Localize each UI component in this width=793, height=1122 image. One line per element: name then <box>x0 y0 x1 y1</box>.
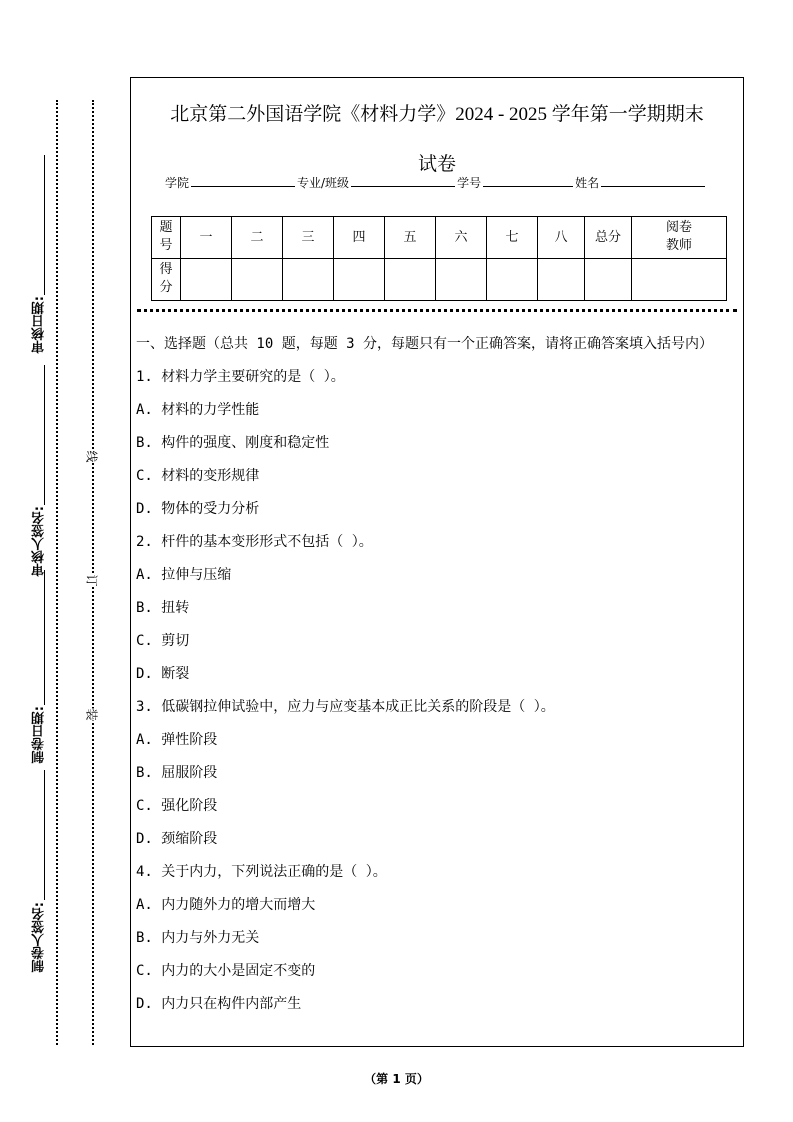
q1-option-c: C. 材料的变形规律 <box>136 468 260 484</box>
header-cell-4: 四 <box>334 217 385 259</box>
q4-option-c: C. 内力的大小是固定不变的 <box>136 963 316 979</box>
header-cell-7: 七 <box>487 217 538 259</box>
q2-option-b: B. 扭转 <box>136 600 190 616</box>
make-date-label: 制卷日期: <box>32 706 47 764</box>
review-date-label: 审核日期: <box>32 296 47 354</box>
score-cell-2[interactable] <box>232 259 283 301</box>
maker-label: 制卷人签名: <box>32 902 47 973</box>
binding-dotted-line-inner <box>92 100 94 1045</box>
question-1: 1. 材料力学主要研究的是（ ）。 <box>136 369 345 385</box>
score-row-label: 得分 <box>152 259 181 301</box>
binding-mark-zhuang: 装 <box>84 708 99 721</box>
score-cell-5[interactable] <box>385 259 436 301</box>
q4-option-d: D. 内力只在构件内部产生 <box>136 996 302 1012</box>
question-4: 4. 关于内力，下列说法正确的是（ ）。 <box>136 864 387 880</box>
question-2: 2. 杆件的基本变形形式不包括（ ）。 <box>136 534 373 550</box>
score-cell-6[interactable] <box>436 259 487 301</box>
maker-blank[interactable] <box>44 770 45 900</box>
q1-option-a: A. 材料的力学性能 <box>136 402 260 418</box>
header-cell-1: 一 <box>181 217 232 259</box>
title-line-2: 试卷 <box>417 154 456 175</box>
q1-option-b: B. 构件的强度、刚度和稳定性 <box>136 435 330 451</box>
q2-option-a: A. 拉伸与压缩 <box>136 567 232 583</box>
q3-option-b: B. 屈服阶段 <box>136 765 218 781</box>
binding-mark-xian: 线 <box>84 450 99 463</box>
header-cell-6: 六 <box>436 217 487 259</box>
exam-frame <box>130 77 744 1047</box>
review-date-blank[interactable] <box>44 155 45 295</box>
header-cell-2: 二 <box>232 217 283 259</box>
exam-content <box>136 333 740 1026</box>
make-date-blank[interactable] <box>44 570 45 705</box>
id-blank[interactable] <box>483 175 573 187</box>
major-blank[interactable] <box>351 175 455 187</box>
school-blank[interactable] <box>191 175 295 187</box>
score-cell-7[interactable] <box>487 259 538 301</box>
header-cell-5: 五 <box>385 217 436 259</box>
q3-option-c: C. 强化阶段 <box>136 798 218 814</box>
q2-option-d: D. 断裂 <box>136 666 190 682</box>
header-cell-grader: 阅卷教师 <box>632 217 727 259</box>
major-label: 专业/班级 <box>297 176 350 190</box>
binding-dotted-line-outer <box>56 100 58 1045</box>
id-label: 学号 <box>457 176 482 190</box>
page-footer: （第 1 页） <box>364 1072 429 1086</box>
dotted-separator <box>137 309 737 312</box>
reviewer-blank[interactable] <box>44 365 45 505</box>
header-cell-8: 八 <box>538 217 585 259</box>
header-cell-total: 总分 <box>585 217 632 259</box>
header-cell-label: 题号 <box>152 217 181 259</box>
student-info-row <box>165 174 707 191</box>
name-blank[interactable] <box>601 175 705 187</box>
binding-mark-ding: 订 <box>84 574 99 587</box>
section-1-heading: 一、选择题（总共 10 题，每题 3 分，每题只有一个正确答案，请将正确答案填入括号内） <box>136 336 713 352</box>
title-line-1: 北京第二外国语学院《材料力学》2024 - 2025 学年第一学期期末 <box>170 104 704 125</box>
score-cell-3[interactable] <box>283 259 334 301</box>
q4-option-b: B. 内力与外力无关 <box>136 930 260 946</box>
score-header-row <box>152 217 727 259</box>
school-label: 学院 <box>165 176 190 190</box>
q1-option-d: D. 物体的受力分析 <box>136 501 260 517</box>
q3-option-a: A. 弹性阶段 <box>136 732 218 748</box>
q3-option-d: D. 颈缩阶段 <box>136 831 218 847</box>
question-3: 3. 低碳钢拉伸试验中，应力与应变基本成正比关系的阶段是（ ）。 <box>136 699 555 715</box>
score-value-row <box>152 259 727 301</box>
score-cell-8[interactable] <box>538 259 585 301</box>
q4-option-a: A. 内力随外力的增大而增大 <box>136 897 316 913</box>
score-cell-grader[interactable] <box>632 259 727 301</box>
header-cell-3: 三 <box>283 217 334 259</box>
reviewer-label: 审核人签名: <box>32 506 47 577</box>
score-cell-total[interactable] <box>585 259 632 301</box>
score-cell-1[interactable] <box>181 259 232 301</box>
score-cell-4[interactable] <box>334 259 385 301</box>
score-table <box>151 216 727 301</box>
q2-option-c: C. 剪切 <box>136 633 190 649</box>
name-label: 姓名 <box>575 176 600 190</box>
